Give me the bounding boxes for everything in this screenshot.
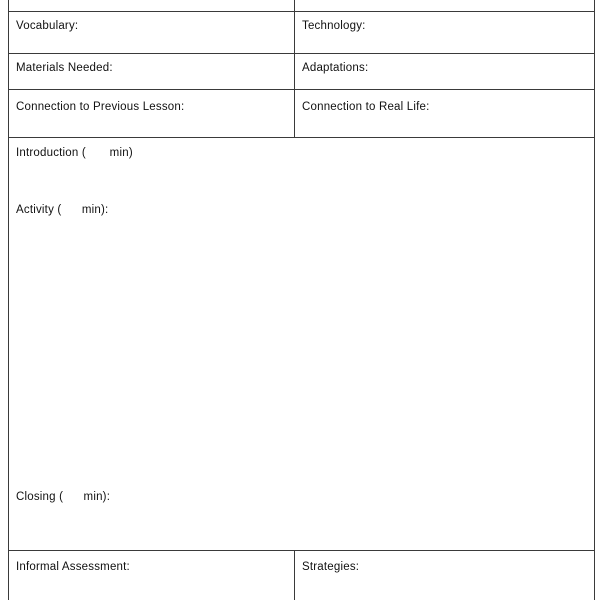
rule-before-assessment — [8, 550, 594, 551]
left-border — [8, 0, 9, 600]
middle-divider-bottom — [294, 550, 295, 600]
strategies-label: Strategies: — [302, 561, 360, 573]
activity-label: Activity ( min): — [16, 204, 109, 216]
middle-divider-top — [294, 0, 295, 137]
top-rule — [8, 11, 594, 12]
informal-assessment-label: Informal Assessment: — [16, 561, 130, 573]
adaptations-label: Adaptations: — [302, 62, 369, 74]
introduction-label: Introduction ( min) — [16, 147, 133, 159]
closing-label: Closing ( min): — [16, 491, 111, 503]
connection-real-life-label: Connection to Real Life: — [302, 101, 430, 113]
vocabulary-label: Vocabulary: — [16, 20, 79, 32]
rule-after-connections — [8, 137, 594, 138]
right-border — [594, 0, 595, 600]
rule-after-vocabulary — [8, 53, 594, 54]
connection-previous-lesson-label: Connection to Previous Lesson: — [16, 101, 185, 113]
rule-after-materials — [8, 89, 594, 90]
materials-needed-label: Materials Needed: — [16, 62, 113, 74]
technology-label: Technology: — [302, 20, 366, 32]
